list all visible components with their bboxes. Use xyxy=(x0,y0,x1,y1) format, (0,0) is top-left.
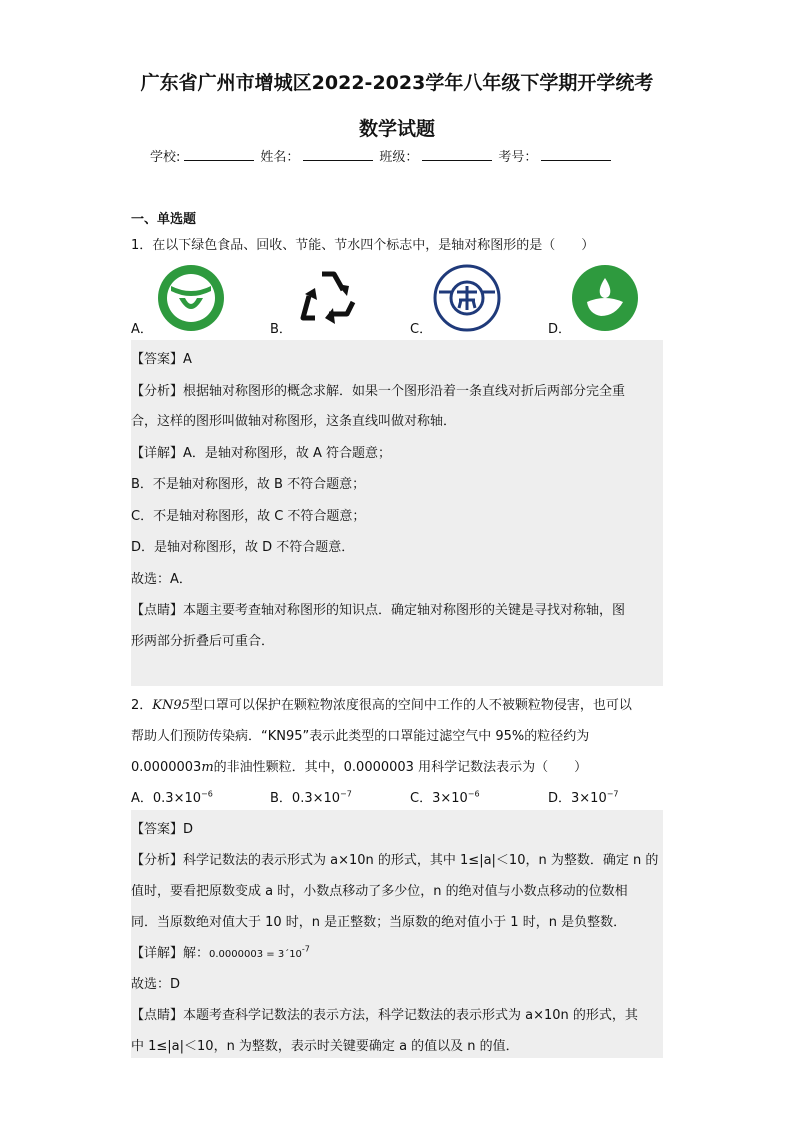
school-blank xyxy=(184,146,254,161)
q2-option-c xyxy=(410,787,480,806)
q2-option-c-text: C．3×10 xyxy=(410,791,468,806)
q1-analysis-1: 【分析】根据轴对称图形的概念求解．如果一个图形沿着一条直线对折后两部分完全重 xyxy=(131,384,626,399)
exam-title: 广东省广州市增城区2022-2023学年八年级下学期开学统考 xyxy=(140,72,654,94)
school-label: 学校: xyxy=(150,150,181,165)
q2-unit: m xyxy=(201,760,214,775)
name-label: 姓名： xyxy=(260,150,300,165)
water-saving-logo-icon xyxy=(571,264,639,332)
q1-comment-2: 形两部分折叠后可重合． xyxy=(131,634,275,649)
q1-option-b: B． xyxy=(270,322,292,337)
q2-analysis-1: 【分析】科学记数法的表示形式为 a×10n 的形式，其中 1≤|a|＜10，n 为整数．确定 n 的 xyxy=(131,853,659,868)
q2-detail xyxy=(131,942,310,961)
q2-comment-2: 中 1≤|a|＜10，n 为整数，表示时关键要确定 a 的值以及 n 的值． xyxy=(131,1039,519,1054)
q2-detail-exp: -7 xyxy=(301,944,310,954)
q2-option-a-exp: −6 xyxy=(201,789,213,799)
q2-kn95: KN95 xyxy=(152,698,190,713)
q2-answer: 【答案】D xyxy=(131,822,194,837)
q2-option-d-text: D．3×10 xyxy=(548,791,607,806)
q2-analysis-2: 值时，要看把原数变成 a 时，小数点移动了多少位，n 的绝对值与小数点移动的位数相 xyxy=(131,884,628,899)
q1-detail-4: D．是轴对称图形，故 D 不符合题意． xyxy=(131,540,355,555)
q2-stem-1 xyxy=(131,694,632,713)
q2-detail-label: 【详解】解： xyxy=(131,946,210,961)
q2-stem-2: 帮助人们预防传染病．“KN95”表示此类型的口罩能过滤空气中 95%的粒径约为 xyxy=(131,729,590,744)
q2-analysis-3: 同．当原数绝对值大于 10 时，n 是正整数；当原数的绝对值小于 1 时，n 是负整数． xyxy=(131,915,627,930)
student-info-row xyxy=(150,146,670,165)
q1-comment-1: 【点睛】本题主要考查轴对称图形的知识点．确定轴对称图形的关键是寻找对称轴，图 xyxy=(131,603,626,618)
exam-no-label: 考号： xyxy=(498,150,538,165)
q1-option-c: C． xyxy=(410,322,433,337)
q2-option-a xyxy=(131,787,213,806)
q1-answer: 【答案】A xyxy=(131,352,192,367)
q2-comment-1: 【点睛】本题考查科学记数法的表示方法，科学记数法的表示形式为 a×10n 的形式，其 xyxy=(131,1008,638,1023)
q2-option-b xyxy=(270,787,352,806)
q2-number: 2． xyxy=(131,698,153,713)
q2-option-a-text: A．0.3×10 xyxy=(131,791,202,806)
q1-option-a: A． xyxy=(131,322,153,337)
q1-detail-2: B．不是轴对称图形，故 B 不符合题意； xyxy=(131,477,366,492)
q1-stem: 1．在以下绿色食品、回收、节能、节水四个标志中，是轴对称图形的是（ ） xyxy=(131,238,595,253)
q2-option-b-exp: −7 xyxy=(340,789,352,799)
q1-choice: 故选：A． xyxy=(131,572,192,587)
recycle-logo-icon xyxy=(295,266,361,332)
q2-stem-1-text: 型口罩可以保护在颗粒物浓度很高的空间中工作的人不被颗粒物侵害，也可以 xyxy=(189,698,632,713)
energy-saving-logo-icon xyxy=(433,264,501,332)
q1-detail-1: 【详解】A．是轴对称图形，故 A 符合题意； xyxy=(131,446,392,461)
q2-option-b-text: B．0.3×10 xyxy=(270,791,341,806)
q1-option-d: D． xyxy=(548,322,572,337)
q1-analysis-2: 合，这样的图形叫做轴对称图形，这条直线叫做对称轴． xyxy=(131,414,457,429)
q2-stem-3 xyxy=(131,756,587,775)
q2-choice: 故选：D xyxy=(131,977,181,992)
class-label: 班级： xyxy=(379,150,419,165)
green-food-logo-icon xyxy=(157,264,225,332)
exam-subtitle: 数学试题 xyxy=(358,118,435,140)
name-blank xyxy=(303,146,373,161)
exam-no-blank xyxy=(541,146,611,161)
q2-option-c-exp: −6 xyxy=(467,789,480,799)
q2-option-d-exp: −7 xyxy=(606,789,619,799)
q2-stem-3-text: 的非油性颗粒．其中，0.0000003 用科学记数法表示为（ ） xyxy=(213,760,588,775)
q1-detail-3: C．不是轴对称图形，故 C 不符合题意； xyxy=(131,509,366,524)
q2-detail-equation: 0.0000003 = 3´10 xyxy=(209,949,302,960)
q2-option-d xyxy=(548,787,619,806)
section-title: 一、单选题 xyxy=(131,212,197,227)
q2-decimal: 0.0000003 xyxy=(131,760,202,775)
class-blank xyxy=(422,146,492,161)
